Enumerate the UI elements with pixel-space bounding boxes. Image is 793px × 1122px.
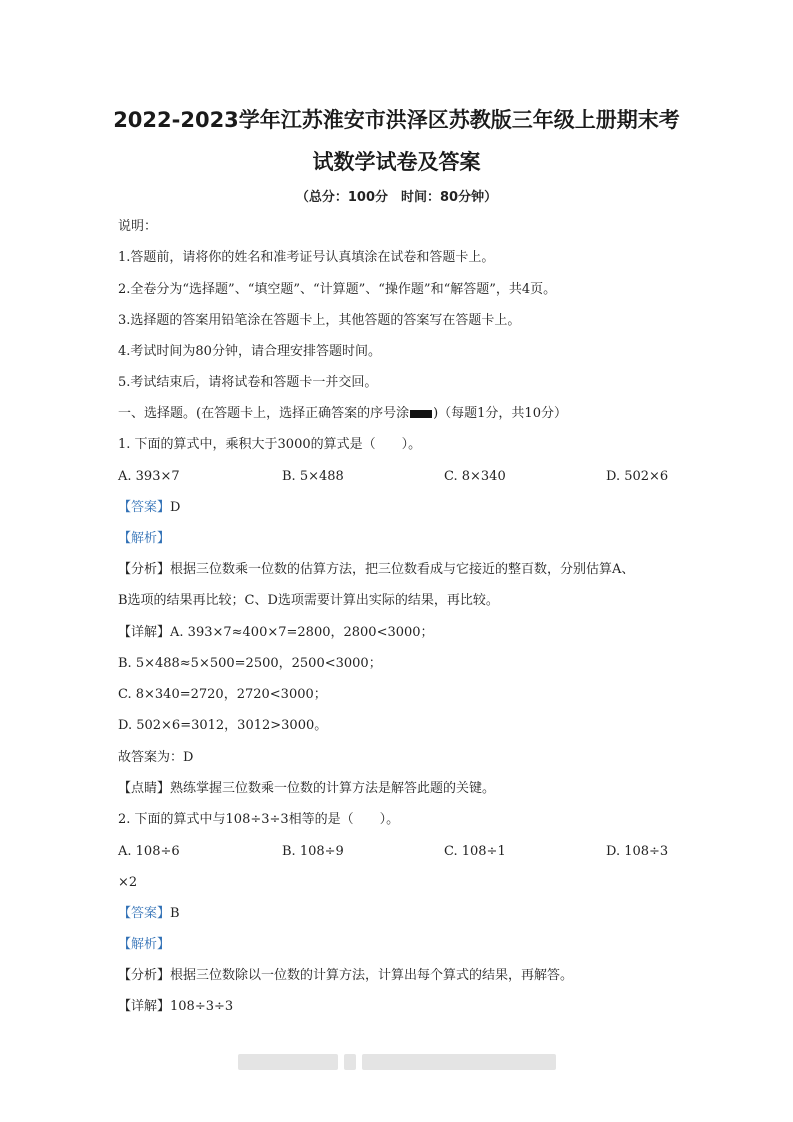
note-1: 1.答题前，请将你的姓名和准考证号认真填涂在试卷和答题卡上。 <box>118 250 495 265</box>
q1-comment <box>118 780 495 798</box>
q2-option-d: D. 108÷3 <box>606 844 669 859</box>
q1-analysis-2: B选项的结果再比较；C、D选项需要计算出实际的结果，再比较。 <box>118 593 499 608</box>
answer-tag: 【答案】 <box>118 500 171 515</box>
answer-tag: 【答案】 <box>118 906 171 921</box>
notes-heading: 说明： <box>118 219 158 234</box>
q1-option-d: D. 502×6 <box>606 469 669 484</box>
note-5: 5.考试结束后，请将试卷和答题卡一并交回。 <box>118 375 378 390</box>
section-heading-text-a: 一、选择题。(在答题卡上，选择正确答案的序号涂 <box>118 406 410 421</box>
document-title-line2: 试数学试卷及答案 <box>312 150 481 174</box>
q2-option-b: B. 108÷9 <box>282 844 344 859</box>
q1-jiexi-tag: 【解析】 <box>118 531 171 546</box>
q2-option-a: A. 108÷6 <box>118 844 180 859</box>
section-heading <box>118 405 567 423</box>
detail-tag: 【详解】 <box>118 625 171 640</box>
q1-analysis-1 <box>118 561 634 579</box>
analysis-text: 根据三位数乘一位数的估算方法，把三位数看成与它接近的整百数，分别估算A、 <box>170 562 635 577</box>
question-2-stem: 2. 下面的算式中与108÷3÷3相等的是（ ）。 <box>118 812 400 827</box>
q2-answer <box>118 905 180 923</box>
note-3: 3.选择题的答案用铅笔涂在答题卡上，其他答题的答案写在答题卡上。 <box>118 313 521 328</box>
q2-analysis <box>118 967 573 985</box>
q1-answer <box>118 499 180 517</box>
detail-tag: 【详解】 <box>118 999 171 1014</box>
q1-detail-2: B. 5×488≈5×500=2500，2500<3000； <box>118 656 382 671</box>
q1-detail-4: D. 502×6=3012，3012>3000。 <box>118 718 328 733</box>
q1-conclusion: 故答案为：D <box>118 750 194 765</box>
question-1-stem: 1. 下面的算式中，乘积大于3000的算式是（ ）。 <box>118 437 422 452</box>
q2-option-d-continued: ×2 <box>118 875 138 890</box>
q2-jiexi-tag: 【解析】 <box>118 937 171 952</box>
blurred-footer <box>238 1054 556 1070</box>
analysis-text: 根据三位数除以一位数的计算方法，计算出每个算式的结果，再解答。 <box>170 968 574 983</box>
q1-detail-1 <box>118 624 434 642</box>
q2-option-c: C. 108÷1 <box>444 844 506 859</box>
analysis-tag: 【分析】 <box>118 562 171 577</box>
comment-text: 熟练掌握三位数乘一位数的计算方法是解答此题的关键。 <box>170 781 496 796</box>
q1-detail-3: C. 8×340=2720，2720<3000； <box>118 687 327 702</box>
answer-value: D <box>170 500 181 515</box>
detail-text: A. 393×7≈400×7=2800，2800<3000； <box>170 625 434 640</box>
analysis-tag: 【分析】 <box>118 968 171 983</box>
footer-blur-block <box>344 1054 356 1070</box>
q1-option-c: C. 8×340 <box>444 469 506 484</box>
comment-tag: 【点睛】 <box>118 781 171 796</box>
q1-option-b: B. 5×488 <box>282 469 344 484</box>
exam-info: （总分：100分 时间：80分钟） <box>295 190 498 205</box>
filled-answer-mark <box>410 410 432 418</box>
footer-blur-block <box>362 1054 556 1070</box>
section-heading-text-b: )（每题1分，共10分） <box>433 406 567 421</box>
document-title-line1: 2022-2023学年江苏淮安市洪泽区苏教版三年级上册期末考 <box>113 108 680 132</box>
note-2: 2.全卷分为“选择题”、“填空题”、“计算题”、“操作题”和“解答题”，共4页。 <box>118 282 557 297</box>
q1-option-a: A. 393×7 <box>118 469 180 484</box>
note-4: 4.考试时间为80分钟，请合理安排答题时间。 <box>118 344 381 359</box>
footer-blur-block <box>238 1054 338 1070</box>
q2-detail <box>118 998 233 1016</box>
answer-value: B <box>170 906 180 921</box>
detail-text: 108÷3÷3 <box>170 999 234 1014</box>
